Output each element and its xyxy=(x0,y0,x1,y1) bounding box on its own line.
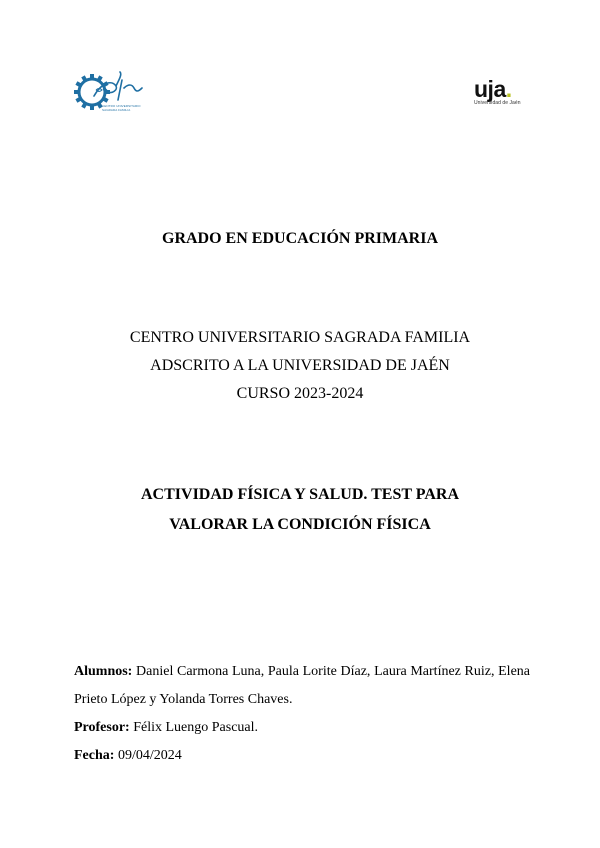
work-title-line-2: VALORAR LA CONDICIÓN FÍSICA xyxy=(169,516,431,533)
date-label: Fecha: xyxy=(74,748,115,763)
uja-logo xyxy=(474,78,534,108)
centre-line-2: ADSCRITO A LA UNIVERSIDAD DE JAÉN xyxy=(150,357,450,374)
teacher-label: Profesor: xyxy=(74,720,130,735)
centre-block xyxy=(0,324,600,408)
teacher-value: Félix Luengo Pascual. xyxy=(133,720,259,735)
uja-logo-subtitle: Universidad de Jaén xyxy=(474,100,521,106)
uja-wordmark xyxy=(474,78,534,100)
degree-heading: GRADO EN EDUCACIÓN PRIMARIA xyxy=(162,230,438,247)
work-title-line-1: ACTIVIDAD FÍSICA Y SALUD. TEST PARA xyxy=(141,486,459,503)
teacher-row xyxy=(74,714,530,742)
students-value: Daniel Carmona Luna, Paula Lorite Díaz, Laura Martínez Ruiz, Elena Prieto López y Yolanda Torres Chaves. xyxy=(74,664,531,707)
date-value: 09/04/2024 xyxy=(117,748,182,763)
centre-line-1: CENTRO UNIVERSITARIO SAGRADA FAMILIA xyxy=(129,329,471,346)
details-block xyxy=(74,658,530,770)
work-title xyxy=(0,480,600,540)
course-year: CURSO 2023-2024 xyxy=(236,385,364,402)
students-label: Alumnos: xyxy=(74,664,133,679)
uja-wordmark-text: uja xyxy=(474,76,506,102)
uja-wordmark-dot: . xyxy=(505,76,512,102)
safa-logo-caption xyxy=(102,104,146,112)
safa-logo xyxy=(72,70,144,118)
date-row xyxy=(74,742,530,770)
students-row xyxy=(74,658,530,714)
safa-caption-line-2: SAGRADA FAMILIA xyxy=(102,108,131,112)
safa-caption-line-1: CENTRO UNIVERSITARIO xyxy=(102,104,141,108)
